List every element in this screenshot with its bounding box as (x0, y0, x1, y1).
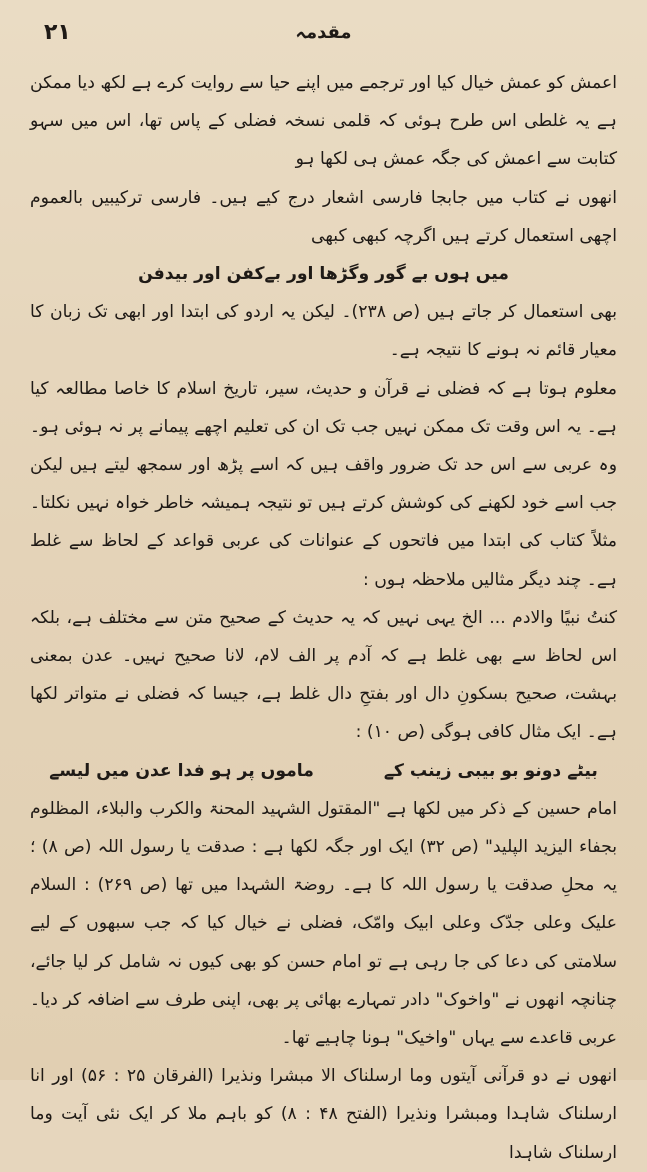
paragraph: اعمش کو عمش خیال کیا اور ترجمے میں اپنے حیا سے روایت کرے ہے لکھ دیا ممکن ہے یہ غلطی اس طرح ہوئی کہ قلمی نسخہ فضلی کے پاس تھا، اس میں سہو کتابت سے اعمش کی جگہ عمش ہی لکھا ہو (30, 73, 617, 170)
running-title: مقدمہ (295, 22, 352, 43)
paragraph: بھی استعمال کر جاتے ہیں (ص ۲۳۸)۔ لیکن یہ اردو کی ابتدا اور ابھی تک زبان کا معیار قائم نہ ہونے کا نتیجہ ہے۔ (30, 302, 617, 361)
page-header (30, 20, 617, 56)
paragraph: معلوم ہوتا ہے کہ فضلی نے قرآن و حدیث، سیر، تاریخ اسلام کا خاصا مطالعہ کیا ہے۔ یہ اس وقت تک ممکن نہیں جب تک ان کی تعلیم اچھے پیمانے پر نہ ہوئی ہو۔ وہ عربی سے اس حد تک ضرور واقف ہیں کہ اسے پڑھ اور سمجھ لیتے ہیں لیکن جب اسے خود لکھنے کی کوشش کرتے ہیں تو نتیجہ ہمیشہ خاطر خواہ نہیں نکلتا۔ مثلاً کتاب کی ابتدا میں فاتحوں کے عنوانات کی عربی قواعد کے لحاظ سے غلط ہے۔ چند دیگر مثالیں ملاحظہ ہوں : (30, 378, 617, 590)
verse-hemistich-right: بیٹے دونو بو بیبی زینب کے (383, 760, 598, 781)
page-number: ۲۱ (44, 20, 71, 45)
paragraph: امام حسین کے ذکر میں لکھا ہے "المقتول الشہید المحنۃ والکرب والبلاء، المظلوم بجفاء الیزید الپلید" (ص ۳۲) ایک اور جگہ لکھا ہے : صدقت یا رسول اللہ (ص ۸) ؛ یہ محلِ صدقت یا رسول اللہ کا ہے۔ روضۃ الشہدا میں تھا (ص ۲۶۹) : السلام علیک وعلی جدّک وعلی ابیک وامّک، فضلی نے خیال کیا کہ جب سبھوں کے لیے سلامتی کی دعا کی جا رہی ہے تو امام حسن کو بھی کیوں نہ شامل کر لیا جائے، چنانچہ انھوں نے "واخوک" دادر تمہارے بھائی پر بھی، اپنی طرف سے اضافہ کر دیا۔ عربی قاعدے سے یہاں "واخیک" ہونا چاہیے تھا۔ (30, 798, 617, 1049)
paragraph: انھوں نے کتاب میں جابجا فارسی اشعار درج کیے ہیں۔ فارسی ترکیبیں بالعموم اچھی استعمال کرتے ہیں اگرچہ کبھی کبھی (30, 187, 617, 246)
verse-line: میں ہوں بے گور وگڑھا اور بےکفن اور بیدفن (138, 264, 509, 285)
verse-couplet (30, 752, 617, 790)
verse-hemistich-left: ماموں پر ہو فدا عدن میں لیسے (49, 760, 314, 781)
paragraph: کنتُ نبیًا والادم ... الخ یہی نہیں کہ یہ حدیث کے صحیح متن سے مختلف ہے، بلکہ اس لحاظ سے بھی غلط ہے کہ آدم پر الف لام، لانا صحیح نہیں۔ عدن بمعنی بہشت، صحیح بسکونِ دال اور بفتحِ دال غلط ہے، جیسا کہ فضلی نے متواتر لکھا ہے۔ ایک مثال کافی ہوگی (ص ۱۰) : (30, 607, 617, 743)
paragraph: انھوں نے دو قرآنی آیتوں وما ارسلناک الا مبشرا ونذیرا (الفرقان ۲۵ : ۵۶) اور انا ارسلناک شاہدا ومبشرا ونذیرا (الفتح ۴۸ : ۸) کو باہم ملا کر ایک نئی آیت وما ارسلناک شاہدا (30, 1066, 618, 1163)
body-text (30, 64, 617, 1172)
